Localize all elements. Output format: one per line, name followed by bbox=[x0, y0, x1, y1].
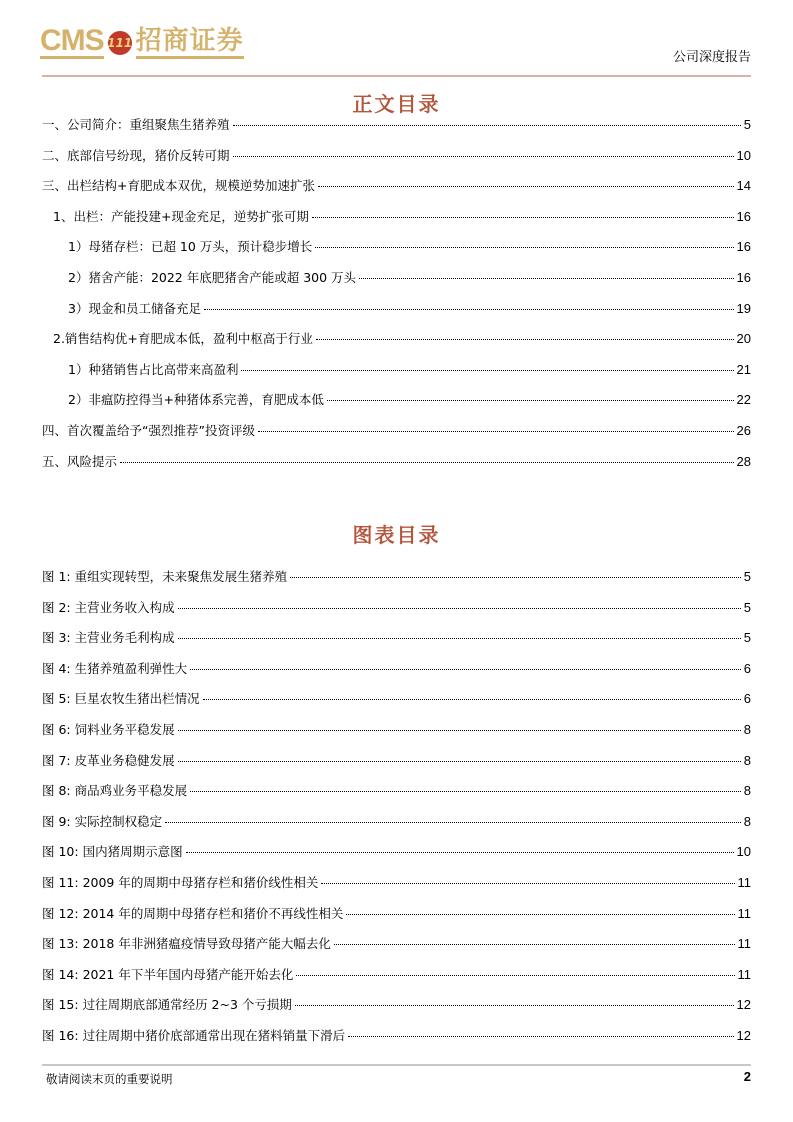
figure-entry[interactable] bbox=[42, 934, 751, 952]
entry-text: 图 14: 2021 年下半年国内母猪产能开始去化 bbox=[42, 966, 294, 982]
entry-text: 图 16: 过往周期中猪价底部通常出现在猪料销量下滑后 bbox=[42, 1028, 346, 1043]
figure-entry[interactable] bbox=[42, 965, 751, 983]
figure-entry[interactable] bbox=[42, 812, 751, 830]
dot-leader bbox=[290, 577, 741, 578]
entry-page: 16 bbox=[736, 239, 751, 255]
dot-leader bbox=[321, 883, 734, 884]
figure-entry[interactable] bbox=[42, 995, 751, 1013]
dot-leader bbox=[346, 914, 734, 915]
logo-latin: CMS bbox=[40, 24, 104, 57]
entry-page: 8 bbox=[743, 783, 751, 799]
dot-leader bbox=[190, 791, 741, 792]
entry-page: 22 bbox=[736, 392, 751, 408]
figure-entry[interactable] bbox=[42, 628, 751, 646]
entry-text: 二、底部信号纷现，猪价反转可期 bbox=[42, 147, 230, 163]
dot-leader bbox=[296, 975, 734, 976]
dot-leader bbox=[315, 247, 733, 248]
entry-text: 图 7: 皮革业务稳健发展 bbox=[42, 752, 175, 768]
entry-page: 12 bbox=[736, 1028, 751, 1043]
entry-page: 20 bbox=[736, 331, 751, 347]
entry-page: 19 bbox=[736, 300, 751, 316]
entry-page: 21 bbox=[736, 361, 751, 377]
dot-leader bbox=[295, 1005, 734, 1006]
entry-page: 11 bbox=[737, 936, 751, 952]
entry-text: 四、首次覆盖给予“强烈推荐”投资评级 bbox=[42, 423, 255, 438]
entry-text: 一、公司简介：重组聚焦生猪养殖 bbox=[42, 117, 230, 132]
dot-leader bbox=[204, 309, 734, 310]
dot-leader bbox=[318, 186, 734, 187]
entry-page: 26 bbox=[736, 423, 751, 438]
cms-logo bbox=[40, 26, 244, 59]
entry-text: 图 9: 实际控制权稳定 bbox=[42, 813, 163, 829]
dot-leader bbox=[178, 761, 741, 762]
logo-emblem-icon: 111 bbox=[108, 31, 132, 55]
dot-leader bbox=[190, 669, 741, 670]
report-type: 公司深度报告 bbox=[672, 50, 751, 65]
footer-notice: 敬请阅读末页的重要说明 bbox=[46, 1072, 173, 1086]
page-number: 2 bbox=[743, 1069, 751, 1084]
entry-text: 图 5: 巨星农牧生猪出栏情况 bbox=[42, 691, 200, 707]
entry-page: 11 bbox=[737, 875, 751, 890]
entry-text: 图 10: 国内猪周期示意图 bbox=[42, 844, 183, 860]
entry-page: 8 bbox=[743, 752, 751, 768]
figures-title: 图表目录 bbox=[352, 523, 441, 547]
logo-chinese: 招商证券 bbox=[136, 26, 244, 59]
toc-title: 正文目录 bbox=[352, 92, 441, 116]
toc-entry[interactable] bbox=[42, 115, 751, 133]
dot-leader bbox=[178, 638, 741, 639]
dot-leader bbox=[348, 1036, 733, 1037]
entry-text: 2）非瘟防控得当+种猪体系完善，育肥成本低 bbox=[68, 392, 324, 408]
dot-leader bbox=[186, 852, 734, 853]
toc-entry[interactable] bbox=[68, 268, 751, 286]
entry-page: 8 bbox=[743, 722, 751, 737]
dot-leader bbox=[178, 730, 741, 731]
entry-text: 图 15: 过往周期底部通常经历 2~3 个亏损期 bbox=[42, 997, 292, 1013]
figure-entry[interactable] bbox=[42, 842, 751, 860]
figure-entry[interactable] bbox=[42, 567, 751, 585]
entry-page: 11 bbox=[737, 905, 751, 921]
entry-page: 5 bbox=[743, 599, 751, 615]
entry-page: 6 bbox=[743, 660, 751, 676]
figure-entry[interactable] bbox=[42, 659, 751, 677]
entry-text: 图 11: 2009 年的周期中母猪存栏和猪价线性相关 bbox=[42, 875, 319, 890]
footer-divider bbox=[42, 1064, 751, 1066]
toc-entry[interactable] bbox=[68, 360, 751, 378]
entry-text: 五、风险提示 bbox=[42, 453, 118, 469]
entry-text: 图 2: 主营业务收入构成 bbox=[42, 599, 175, 615]
entry-page: 14 bbox=[736, 178, 751, 194]
entry-page: 8 bbox=[743, 813, 751, 829]
dot-leader bbox=[178, 608, 741, 609]
dot-leader bbox=[165, 822, 741, 823]
dot-leader bbox=[241, 370, 733, 371]
dot-leader bbox=[233, 156, 734, 157]
entry-text: 1）种猪销售占比高带来高盈利 bbox=[68, 361, 239, 377]
figure-entry[interactable] bbox=[42, 781, 751, 799]
dot-leader bbox=[258, 431, 734, 432]
entry-page: 5 bbox=[743, 630, 751, 646]
entry-page: 16 bbox=[736, 270, 751, 285]
entry-text: 3）现金和员工储备充足 bbox=[68, 300, 201, 316]
entry-text: 图 8: 商品鸡业务平稳发展 bbox=[42, 783, 188, 799]
figure-entry[interactable] bbox=[42, 689, 751, 707]
toc-entry[interactable] bbox=[42, 452, 751, 470]
dot-leader bbox=[203, 699, 741, 700]
figure-entry[interactable] bbox=[42, 873, 751, 891]
entry-page: 10 bbox=[736, 844, 751, 860]
toc-entry[interactable] bbox=[53, 207, 751, 225]
entry-text: 图 12: 2014 年的周期中母猪存栏和猪价不再线性相关 bbox=[42, 905, 344, 921]
figure-entry[interactable] bbox=[42, 598, 751, 616]
entry-text: 三、出栏结构+育肥成本双优，规模逆势加速扩张 bbox=[42, 178, 315, 194]
dot-leader bbox=[233, 125, 741, 126]
entry-page: 12 bbox=[736, 997, 751, 1013]
entry-text: 2.销售结构优+育肥成本低，盈利中枢高于行业 bbox=[53, 331, 313, 347]
header-divider bbox=[42, 75, 751, 77]
entry-page: 28 bbox=[736, 453, 751, 469]
toc-entry[interactable] bbox=[42, 421, 751, 439]
entry-text: 1、出栏：产能投建+现金充足，逆势扩张可期 bbox=[53, 208, 309, 224]
entry-page: 5 bbox=[743, 117, 751, 132]
entry-text: 图 13: 2018 年非洲猪瘟疫情导致母猪产能大幅去化 bbox=[42, 936, 331, 952]
toc-entry[interactable] bbox=[68, 390, 751, 408]
figure-entry[interactable] bbox=[42, 720, 751, 738]
dot-leader bbox=[312, 217, 734, 218]
entry-text: 2）猪舍产能：2022 年底肥猪舍产能或超 300 万头 bbox=[68, 270, 357, 285]
figure-entry[interactable] bbox=[42, 751, 751, 769]
toc-entry[interactable] bbox=[53, 329, 751, 347]
toc-entry[interactable] bbox=[42, 176, 751, 194]
entry-page: 11 bbox=[737, 966, 751, 982]
toc-entry[interactable] bbox=[68, 237, 751, 255]
entry-text: 图 1: 重组实现转型，未来聚焦发展生猪养殖 bbox=[42, 569, 288, 584]
dot-leader bbox=[120, 462, 734, 463]
entry-text: 图 6: 饲料业务平稳发展 bbox=[42, 722, 175, 737]
entry-page: 16 bbox=[736, 208, 751, 224]
toc-entry[interactable] bbox=[42, 146, 751, 164]
entry-page: 6 bbox=[743, 691, 751, 707]
entry-text: 图 3: 主营业务毛利构成 bbox=[42, 630, 175, 646]
entry-text: 1）母猪存栏：已超 10 万头，预计稳步增长 bbox=[68, 239, 313, 255]
toc-entry[interactable] bbox=[68, 299, 751, 317]
entry-text: 图 4: 生猪养殖盈利弹性大 bbox=[42, 660, 188, 676]
entry-page: 10 bbox=[736, 147, 751, 163]
figure-entry[interactable] bbox=[42, 1026, 751, 1044]
dot-leader bbox=[316, 339, 734, 340]
dot-leader bbox=[334, 944, 735, 945]
figure-entry[interactable] bbox=[42, 904, 751, 922]
dot-leader bbox=[359, 278, 733, 279]
entry-page: 5 bbox=[743, 569, 751, 584]
dot-leader bbox=[327, 400, 734, 401]
